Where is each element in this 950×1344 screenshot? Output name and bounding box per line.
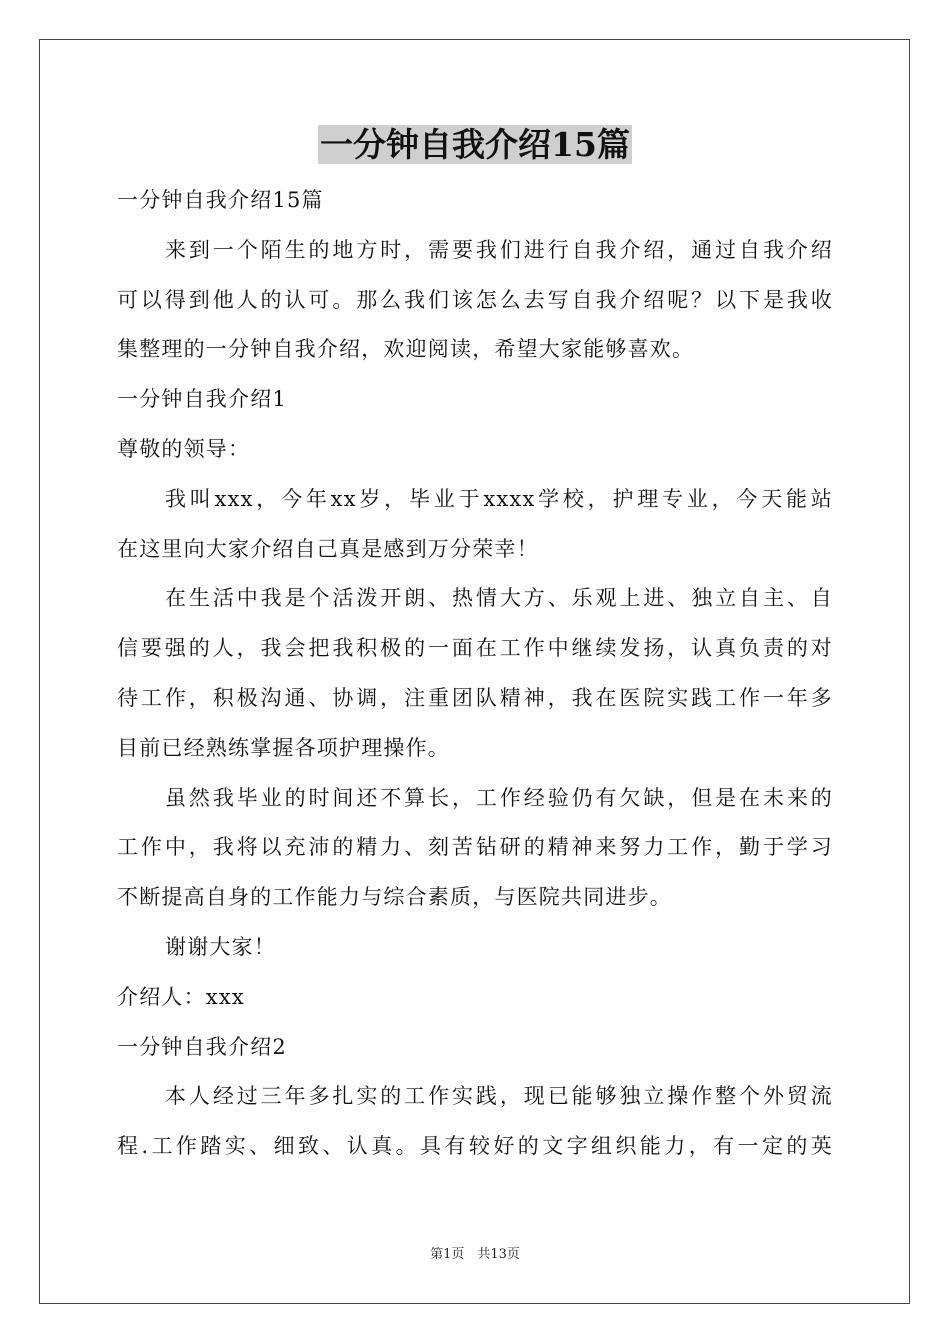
paragraph-line: 不断提高自身的工作能力与综合素质，与医院共同进步。 — [117, 885, 672, 910]
section-heading: 一分钟自我介绍1 — [117, 387, 287, 412]
page-number: 第1页 共13页 — [430, 1247, 520, 1262]
paragraph-line: 工作中，我将以充沛的精力、刻苦钻研的精神来努力工作，勤于学习 — [117, 835, 833, 860]
paragraph-line: 待工作，积极沟通、协调，注重团队精神，我在医院实践工作一年多 — [117, 685, 833, 710]
paragraph-line: 在生活中我是个活泼开朗、热情大方、乐观上进、独立自主、自 — [165, 586, 833, 611]
document-body — [117, 176, 833, 1172]
paragraph-line: 集整理的一分钟自我介绍，欢迎阅读，希望大家能够喜欢。 — [117, 337, 695, 362]
paragraph-line: 来到一个陌生的地方时，需要我们进行自我介绍，通过自我介绍 — [165, 237, 833, 262]
paragraph-line: 信要强的人，我会把我积极的一面在工作中继续发扬，认真负责的对 — [117, 636, 833, 661]
paragraph-line: 虽然我毕业的时间还不算长，工作经验仍有欠缺，但是在未来的 — [165, 785, 833, 810]
section-heading: 一分钟自我介绍2 — [117, 1034, 287, 1059]
paragraph-line: 在这里向大家介绍自己真是感到万分荣幸！ — [117, 536, 539, 561]
section-heading: 一分钟自我介绍15篇 — [117, 188, 324, 212]
paragraph-line: 目前已经熟练掌握各项护理操作。 — [117, 735, 450, 760]
salutation: 尊敬的领导： — [117, 436, 251, 461]
paragraph-line: 本人经过三年多扎实的工作实践，现已能够独立操作整个外贸流 — [165, 1084, 833, 1109]
closing-line: 谢谢大家！ — [165, 934, 276, 959]
paragraph-line: 可以得到他人的认可。那么我们该怎么去写自我介绍呢？以下是我收 — [117, 287, 833, 312]
paragraph-line: 程.工作踏实、细致、认真。具有较好的文字组织能力，有一定的英 — [117, 1134, 833, 1159]
paragraph-line: 我叫xxx，今年xx岁，毕业于xxxx学校，护理专业，今天能站 — [165, 486, 833, 511]
signature-line: 介绍人：xxx — [117, 984, 245, 1009]
document-title-text: 一分钟自我介绍15篇 — [320, 125, 630, 164]
document-title — [0, 122, 950, 168]
